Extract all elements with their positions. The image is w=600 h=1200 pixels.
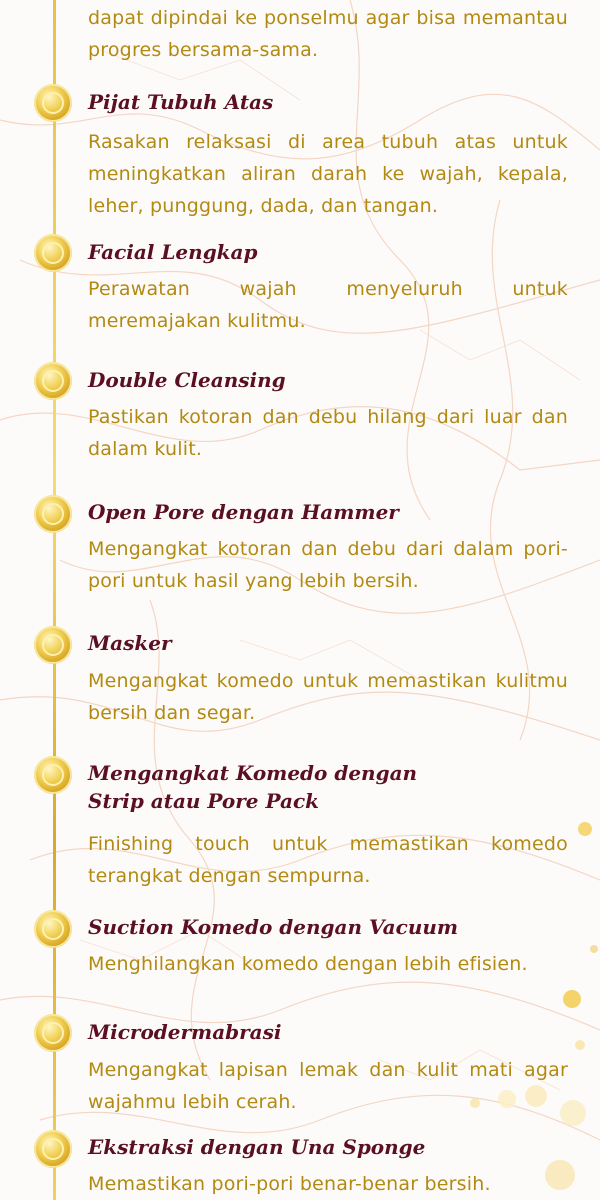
gold-bullet-icon bbox=[34, 1130, 72, 1168]
glitter-decoration bbox=[590, 945, 598, 953]
step-description: Rasakan relaksasi di area tubuh atas untuk meningkatkan aliran darah ke wajah, kepala, leher, punggung, dada, dan tangan. bbox=[88, 131, 568, 217]
step-description: Mengangkat lapisan lemak dan kulit mati agar wajahmu lebih cerah. bbox=[88, 1059, 568, 1113]
step-title: Masker bbox=[88, 631, 172, 655]
step-description: Mengangkat komedo untuk memastikan kulitmu bersih dan segar. bbox=[88, 670, 568, 724]
intro-text: dapat dipindai ke ponselmu agar bisa memantau progres bersama-sama. bbox=[88, 7, 568, 61]
glitter-decoration bbox=[560, 1100, 586, 1126]
step-title: Ekstraksi dengan Una Sponge bbox=[88, 1135, 426, 1159]
glitter-decoration bbox=[470, 1098, 480, 1108]
gold-bullet-icon bbox=[34, 756, 72, 794]
gold-bullet-icon bbox=[34, 910, 72, 948]
step-description: Perawatan wajah menyeluruh untuk meremajakan kulitmu. bbox=[88, 278, 568, 332]
gold-bullet-icon bbox=[34, 495, 72, 533]
step-description: Menghilangkan komedo dengan lebih efisien. bbox=[88, 953, 528, 975]
step-title: Pijat Tubuh Atas bbox=[88, 90, 274, 114]
gold-bullet-icon bbox=[34, 84, 72, 122]
step-title: Facial Lengkap bbox=[88, 240, 258, 264]
glitter-decoration bbox=[498, 1090, 516, 1108]
step-title: Mengangkat Komedo dengan Strip atau Pore Pack bbox=[88, 761, 418, 813]
glitter-decoration bbox=[545, 1160, 575, 1190]
glitter-decoration bbox=[525, 1085, 547, 1107]
step-title: Double Cleansing bbox=[88, 368, 286, 392]
step-description: Finishing touch untuk memastikan komedo terangkat dengan sempurna. bbox=[88, 833, 568, 887]
gold-bullet-icon bbox=[34, 1014, 72, 1052]
glitter-decoration bbox=[575, 1040, 585, 1050]
gold-bullet-icon bbox=[34, 234, 72, 272]
gold-bullet-icon bbox=[34, 626, 72, 664]
step-title: Open Pore dengan Hammer bbox=[88, 500, 399, 524]
glitter-decoration bbox=[563, 990, 581, 1008]
step-title: Suction Komedo dengan Vacuum bbox=[88, 915, 459, 939]
gold-bullet-icon bbox=[34, 362, 72, 400]
step-description: Pastikan kotoran dan debu hilang dari luar dan dalam kulit. bbox=[88, 406, 568, 460]
step-title: Microdermabrasi bbox=[88, 1020, 282, 1044]
glitter-decoration bbox=[578, 822, 592, 836]
step-description: Memastikan pori-pori benar-benar bersih. bbox=[88, 1173, 491, 1195]
step-description: Mengangkat kotoran dan debu dari dalam pori-pori untuk hasil yang lebih bersih. bbox=[88, 538, 568, 592]
